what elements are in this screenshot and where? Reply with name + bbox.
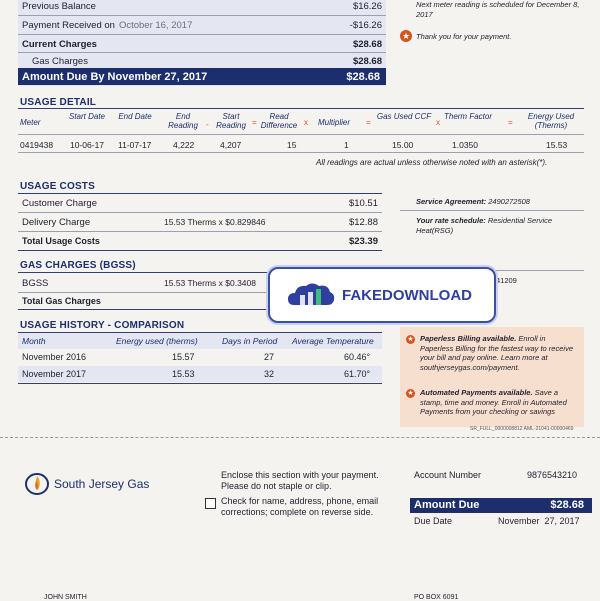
history-month: November 2016 [22,352,87,362]
stub-amount-due-value: $28.68 [550,499,584,511]
cell-end-date: 11-07-17 [118,140,152,150]
tear-line [0,437,600,438]
history-energy: 15.57 [172,352,195,362]
bill-code: SR_FULL_0000008812 AML-21041-00000469 [470,426,574,432]
header-therm-factor: Therm Factor [443,112,492,121]
history-days: 27 [264,352,275,362]
readings-footnote: All readings are actual unless otherwise noted with an asterisk(*). [316,158,548,167]
cell-read-difference: 15 [287,140,297,150]
equals-operator-icon: = [252,118,257,127]
amount-due-bar [18,68,386,85]
watermark-text: FAKEDOWNLOAD [342,286,472,304]
gas-charges-row [32,55,382,67]
cell-multiplier: 1 [344,140,349,150]
star-icon: ★ [407,390,414,397]
equals-operator-icon: = [366,118,371,127]
header-read-difference: Read Difference [260,112,298,130]
service-agreement: Service Agreement: 2490272508 [416,197,530,206]
gas-charges-label: Gas Charges [32,55,88,67]
history-days: 32 [264,369,275,379]
total-usage-costs-amount: $23.39 [348,235,378,247]
total-gas-charges-label: Total Gas Charges [22,296,101,306]
multiply-operator-icon: x [436,118,440,127]
cell-meter: 0419438 [20,140,54,150]
paperless-billing-note: Paperless Billing available. Enroll in Paperless Billing for the fastest way to receive your bill and pay online. Learn more at southjerseygas.com/payment. [420,334,573,372]
amount-due-label: Amount Due By November 27, 2017 [22,70,208,83]
header-multiplier: Multiplier [317,118,350,127]
account-number-label: Account Number [414,470,482,480]
usage-history-title: USAGE HISTORY - COMPARISON [20,320,185,331]
payment-received-amount: -$16.26 [349,19,382,31]
header-start-reading: Start Reading [216,112,246,130]
due-date-label: Due Date [414,516,453,526]
previous-balance-row [22,0,382,12]
gas-charges-amount: $28.68 [352,55,382,67]
watermark-badge [268,267,496,323]
equals-operator-icon: = [508,118,513,127]
rate-schedule: Your rate schedule: Residential Service Heat(RSG) [416,216,553,235]
cell-start-date: 10-06-17 [70,140,105,150]
history-row [18,349,382,365]
payment-received-date: October 16, 2017 [118,19,193,31]
header-start-date: Start Date [68,112,105,121]
company-name: South Jersey Gas [54,477,150,491]
header-meter: Meter [20,118,41,127]
history-energy: 15.53 [172,369,195,379]
previous-balance-amount: $16.26 [352,0,382,12]
current-charges-label: Current Charges [22,38,97,50]
total-usage-costs-label: Total Usage Costs [22,236,100,246]
bgss-calc: 15.53 Therms x $0.3408 [164,278,256,288]
cell-start-reading: 4,207 [220,140,242,150]
promo-box [400,327,584,427]
history-temp: 61.70° [344,369,371,379]
cloud-logo-icon [286,281,336,309]
service-partial-number: 41209 [496,276,517,285]
payment-received-label: Payment Received on [22,19,115,31]
delivery-charge-amount: $12.88 [348,216,378,228]
history-header-temp: Average Temperature [292,336,374,346]
header-end-date: End Date [118,112,152,121]
delivery-charge-row [22,216,378,228]
history-header-month: Month [22,336,46,346]
header-gas-used: Gas Used CCF [376,112,432,121]
stub-amount-due-label: Amount Due [414,499,480,511]
cell-gas-used: 15.00 [392,140,414,150]
total-usage-costs-row [22,235,378,247]
autopay-note: Automated Payments available. Save a stamp, time and money. Enroll in Automated Payments from your checking or savings [420,388,567,416]
flame-logo-icon [24,472,50,496]
star-icon: ★ [407,336,414,343]
corrections-checkbox[interactable] [205,498,216,509]
star-icon: ★ [401,31,411,41]
usage-detail-title: USAGE DETAIL [20,97,97,108]
stub-amount-due-bar [410,498,592,513]
history-row [18,366,382,382]
history-header-days: Days in Period [222,336,278,346]
cell-therm-factor: 1.0350 [452,140,478,150]
gas-charges-title: GAS CHARGES (BGSS) [20,260,136,271]
history-month: November 2017 [22,369,87,379]
previous-balance-label: Previous Balance [22,0,96,12]
account-number-value: 9876543210 [527,470,578,480]
history-header-energy: Energy used (therms) [116,336,198,346]
meter-reading-note: Next meter reading is scheduled for December 8, 2017 [416,0,580,19]
history-header-row [18,332,382,349]
remit-address: PO BOX 6091 [414,594,459,601]
due-date-value: November 27, 2017 [498,516,580,526]
history-temp: 60.46° [344,352,371,362]
header-end-reading: End Reading [168,112,198,130]
payment-received-row [22,19,382,31]
enclose-instructions: Enclose this section with your payment. Please do not staple or clip. [221,470,379,491]
account-summary [18,0,386,86]
delivery-charge-label: Delivery Charge [22,216,91,228]
bgss-label: BGSS [22,277,49,289]
amount-due-amount: $28.68 [346,70,380,83]
customer-charge-label: Customer Charge [22,197,97,209]
cell-energy-used: 15.53 [546,140,568,150]
company-logo [24,472,149,496]
usage-costs-title: USAGE COSTS [20,181,95,192]
cell-end-reading: 4,222 [173,140,195,150]
minus-operator-icon: - [206,120,209,129]
multiply-operator-icon: x [304,118,308,127]
corrections-label: Check for name, address, phone, email corrections; complete on reverse side. [221,496,379,517]
customer-name: JOHN SMITH [44,594,87,601]
delivery-charge-calc: 15.53 Therms x $0.829846 [164,217,266,227]
current-charges-amount: $28.68 [352,38,382,50]
current-charges-row [22,38,382,50]
customer-charge-row [22,197,378,209]
customer-charge-amount: $10.51 [348,197,378,209]
thank-you-note: Thank you for your payment. [416,32,512,41]
header-energy-used: Energy Used (Therms) [527,112,575,130]
